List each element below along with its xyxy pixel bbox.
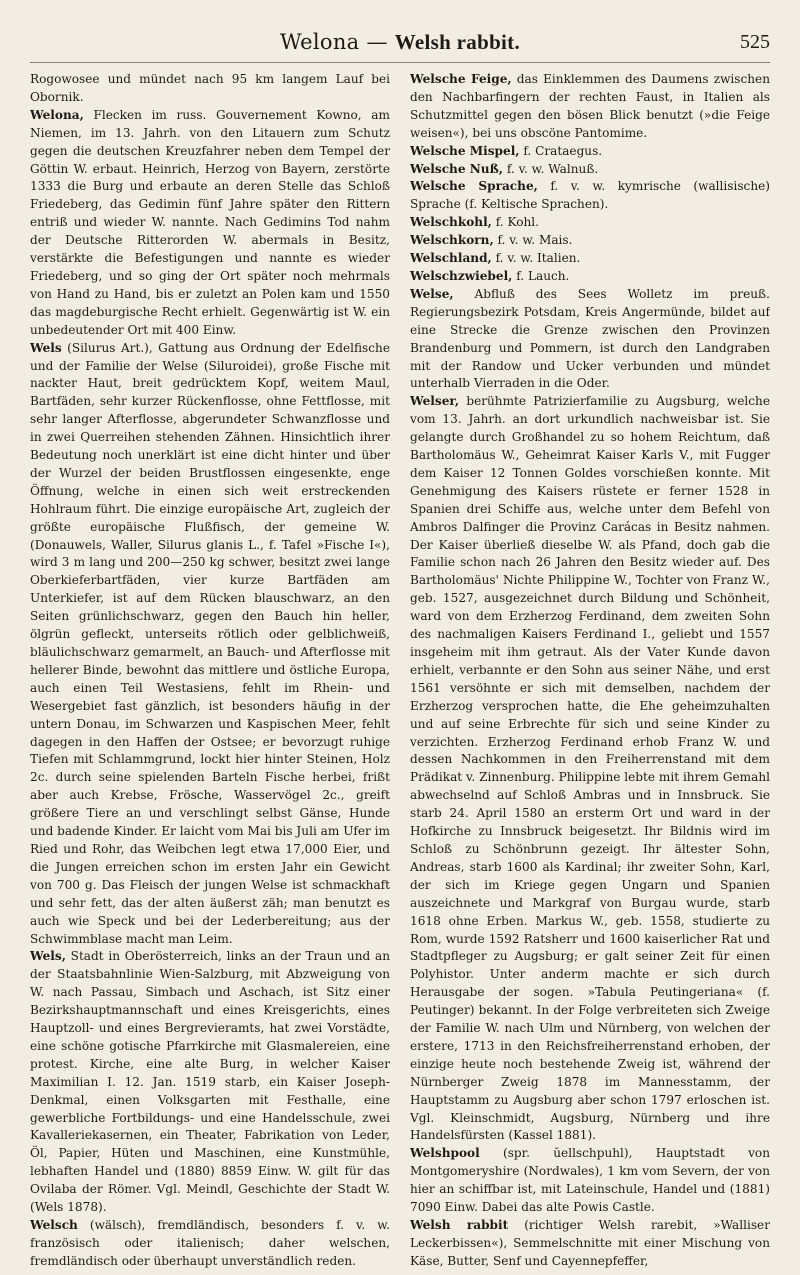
running-title-left-word: Welona — [279, 30, 360, 54]
entry — [410, 1145, 770, 1217]
entry — [410, 393, 770, 1145]
entry-text: (Silurus Art.), Gattung aus Ordnung der Edelfische und der Familie der Welse (Siluroidei), große Fische mit nackter Haut, breit gedrücktem Kopf, weitem Maul, Bartfäden, sehr kurzer Rückenflosse, ohne Fettflosse, mit sehr langer Afterflosse, abgerundeter Schwanzflosse und in zwei Querreihen stehenden Zähnen. Hinsichtlich ihrer Bedeutung noch unerklärt ist eine dicht hinter und über der Wurzel der beiden Brustflossen eingesenkte, enge Öffnung, welche in einen sich weit erstreckenden Hohlraum führt. Die einzige europäische Art, zugleich der größte europäische Flußfisch, der gemeine W. (Donauwels, Waller, Silurus glanis L., f. Tafel »Fische I«), wird 3 m lang und 200—250 kg schwer, besitzt zwei lange Oberkieferbartfäden, vier kurze Bartfäden am Unterkiefer, ist auf dem Rücken blauschwarz, an den Seiten grünlichschwarz, gegen den Bauch hin heller, ölgrün gefleckt, unterseits rötlich oder gelblichweiß, bläulichschwarz gemarmelt, an Bauch- und Afterflosse mit hellerer Binde, bewohnt das mittlere und östliche Europa, auch einen Teil Westasiens, fehlt im Rhein- und Wesergebiet fast gänzlich, ist besonders häufig in der untern Donau, im Schwarzen und Kaspischen Meer, fehlt dagegen in den Haffen der Ostsee; er bevorzugt ruhige Tiefen mit Schlammgrund, lockt hier hinter Steinen, Holz 2c. durch seine spielenden Barteln Fische herbei, frißt aber auch Krebse, Frösche, Wasservögel 2c., greift größere Tiere an und verschlingt selbst Gänse, Hunde und badende Kinder. Er laicht vom Mai bis Juli am Ufer im Ried und Rohr, das Weibchen legt etwa 17,000 Eier, und die Jungen erreichen schon im ersten Jahr ein Gewicht von 700 g. Das Fleisch der jungen Welse ist schmackhaft und sehr fett, das der alten äußerst zäh; man benutzt es auch wie Speck und bei der Lederbereitung; aus der Schwimmblase macht man Leim. — [30, 340, 390, 946]
text-columns — [30, 71, 770, 1271]
running-title-separator: — — [366, 30, 388, 54]
entry-text: Rogowosee und mündet nach 95 km langem Lauf bei Obornik. — [30, 72, 390, 104]
entry-headword: Welsche Sprache, — [410, 179, 538, 194]
entry-text: das Einklemmen des Daumens zwischen den Nachbarfingern der rechten Faust, in Italien als Schutzmittel gegen den bösen Blick benutzt (»die Feige weisen«), bei uns obscöne Pantomime. — [410, 72, 770, 140]
entry-headword: Welsh rabbit — [410, 1218, 509, 1232]
entry-text: (richtiger Welsh rarebit, »Walliser Leckerbissen«), Semmelschnitte mit einer Mischung von Käse, Butter, Senf und Cayennepfeffer, — [410, 1218, 770, 1268]
entry-text: f. v. w. Mais. — [497, 233, 573, 248]
entry-text: f. v. w. Walnuß. — [506, 161, 599, 176]
entry-headword: Welsche Nuß, — [410, 161, 503, 176]
entry — [410, 268, 770, 286]
entry — [410, 178, 770, 214]
entry — [410, 1217, 770, 1271]
entry-headword: Welshpool — [410, 1146, 480, 1161]
entry-headword: Welser, — [410, 394, 460, 409]
entry-text: f. Crataegus. — [523, 143, 603, 158]
entry-text: f. Lauch. — [516, 268, 570, 283]
entry-headword: Wels — [30, 340, 62, 355]
entry — [410, 71, 770, 143]
right-column — [410, 71, 770, 1271]
entry-text: f. v. w. kymrische (wallisische) Sprache (f. Keltische Sprachen). — [410, 179, 770, 212]
entry-headword: Welse, — [410, 286, 454, 301]
entry-headword: Welsch — [30, 1218, 78, 1232]
entry — [410, 161, 770, 179]
entry — [410, 232, 770, 250]
entry-text: (spr. ŭellschpuhl), Hauptstadt von Montgomeryshire (Nordwales), 1 km vom Severn, der von hier an schiffbar ist, mit Lateinschule, Handel und (1881) 7090 Einw. Dabei das alte Powis Castle. — [410, 1146, 770, 1215]
entry-text: f. v. w. Italien. — [495, 251, 581, 266]
entry-headword: Welschkohl, — [410, 215, 492, 230]
entry-headword: Welschkorn, — [410, 233, 494, 248]
entry — [30, 340, 390, 949]
running-title-right-word: Welsh rabbit. — [394, 30, 521, 54]
left-column — [30, 71, 390, 1271]
entry-headword: Welschzwiebel, — [410, 268, 513, 283]
entry-text: f. Kohl. — [495, 215, 539, 230]
entry-text: Flecken im russ. Gouvernement Kowno, am Niemen, im 13. Jahrh. von den Litauern zum Schutz gegen die deutschen Kreuzfahrer neben dem Tempel der Göttin W. erbaut. Heinrich, Herzog von Bayern, zerstörte 1333 die Burg und erbaute an deren Stelle das Schloß Friedeberg, das Gedimin fünf Jahre später den Rittern entriß und wieder W. nannte. Nach Gedimins Tod nahm der Deutsche Ritterorden W. abermals in Besitz, verstärkte die Befestigungen und nannte es wieder Friedeberg, und so ging der Ort später noch mehrmals von Hand zu Hand, bis er zuletzt an Polen kam und 1550 das magdeburgische Recht erhielt. Gegenwärtig ist W. ein unbedeutender Ort mit 400 Einw. — [30, 107, 390, 337]
entry — [410, 286, 770, 393]
entry — [30, 107, 390, 340]
entry-text: berühmte Patrizierfamilie zu Augsburg, welche vom 13. Jahrh. an dort urkundlich nachweisbar ist. Sie gelangte durch Großhandel zu so hohem Reichtum, daß Bartholomäus W., Geheimrat Kaiser Karls V., mit Fugger dem Kaiser 12 Tonnen Goldes vorschießen konnte. Mit Genehmigung des Kaisers rüstete er ferner 1528 in Spanien drei Schiffe aus, welche unter dem Befehl von Ambros Dalfinger die Provinz Carácas in Besitz nahmen. Der Kaiser überließ dieselbe W. als Pfand, doch gab die Familie schon nach 26 Jahren den Besitz wieder auf. Des Bartholomäus' Nichte Philippine W., Tochter von Franz W., geb. 1527, ausgezeichnet durch Bildung und Schönheit, ward von dem Erzherzog Ferdinand, dem zweiten Sohn des nachmaligen Kaisers Ferdinand I., geliebt und 1557 insgeheim mit ihm getraut. Als der Vater Kunde davon erhielt, verbannte er den Sohn aus seiner Nähe, und erst 1561 versöhnte er sich mit demselben, nachdem der Erzherzog versprochen hatte, die Ehe geheimzuhalten und auf seine Erbrechte für sich und seine Kinder zu verzichten. Erzherzog Ferdinand erhob Franz W. und dessen Nachkommen in den Freiherrenstand mit dem Prädikat v. Zinnenburg. Philippine lebte mit ihrem Gemahl abwechselnd auf Schloß Ambras und in Innsbruck. Sie starb 24. April 1580 an ersterm Ort und ward in der Hofkirche zu Innsbruck beigesetzt. Ihr Bildnis wird im Schloß zu Schönbrunn gezeigt. Ihr ältester Sohn, Andreas, starb 1600 als Kardinal; ihr zweiter Sohn, Karl, der sich im Kriege gegen Ungarn und Spanien auszeichnete und Markgraf von Burgau wurde, starb 1618 ohne Erben. Markus W., geb. 1558, studierte zu Rom, wurde 1592 Ratsherr und 1600 kaiserlicher Rat und Stadtpfleger zu Augsburg; er galt seiner Zeit für einen Polyhistor. Unter anderm machte er sich durch Herausgabe der sogen. »Tabula Peutingeriana« (f. Peutinger) bekannt. In der Folge verbreiteten sich Zweige der Familie W. nach Ulm und Nürnberg, von welchen der erstere, 1713 in den Reichsfreiherrenstand erhoben, der einzige heute noch bestehende Zweig ist, während der Nürnberger Zweig 1878 im Mannesstamm, der Hauptstamm zu Augsburg aber schon 1797 erloschen ist. Vgl. Kleinschmidt, Augsburg, Nürnberg und ihre Handelsfürsten (Kassel 1881). — [410, 394, 770, 1143]
entry — [30, 71, 390, 107]
entry — [410, 143, 770, 161]
entry-headword: Welschland, — [410, 251, 492, 266]
entry-headword: Welsche Feige, — [410, 72, 512, 86]
entry-headword: Wels, — [30, 949, 66, 964]
entry-text: Stadt in Oberösterreich, links an der Traun und an der Staatsbahnlinie Wien-Salzburg, mit Abzweigung von W. nach Passau, Simbach und Aschach, ist Sitz einer Bezirkshauptmannschaft und eines Kreisgerichts, eines Hauptzoll- und eines Bergrevieramts, hat zwei Vorstädte, eine schöne gotische Pfarrkirche mit Glasmalereien, eine protest. Kirche, eine alte Burg, in welcher Kaiser Maximilian I. 12. Jan. 1519 starb, ein Kaiser Joseph-Denkmal, einen Volksgarten mit Festhalle, eine gewerbliche Fortbildungs- und eine Handelsschule, zwei Kavalleriekasernen, ein Theater, Fabrikation von Leder, Öl, Papier, Hüten und Maschinen, eine Kunstmühle, lebhaften Handel und (1880) 8859 Einw. W. gilt für das Ovilaba der Römer. Vgl. Meindl, Geschichte der Stadt W. (Wels 1878). — [30, 949, 390, 1215]
entry — [410, 250, 770, 268]
entry-text: (wälsch), fremdländisch, besonders f. v. w. französisch oder italienisch; daher welschen, fremdländisch oder überhaupt unverständlich reden. — [30, 1218, 390, 1268]
page-header — [30, 30, 770, 63]
entry-text: Abfluß des Sees Wolletz im preuß. Regierungsbezirk Potsdam, Kreis Angermünde, bildet auf eine Strecke die Grenze zwischen den Provinzen Brandenburg und Pommern, ist durch den Landgraben mit der Randow und Ucker verbunden und mündet unterhalb Vierraden in die Oder. — [410, 286, 770, 391]
entry — [410, 214, 770, 232]
entry — [30, 948, 390, 1217]
entry — [30, 1217, 390, 1271]
page-number: 525 — [740, 31, 770, 53]
entry-headword: Welsche Mispel, — [410, 143, 520, 158]
entry-headword: Welona, — [30, 107, 84, 122]
running-title — [30, 30, 770, 55]
